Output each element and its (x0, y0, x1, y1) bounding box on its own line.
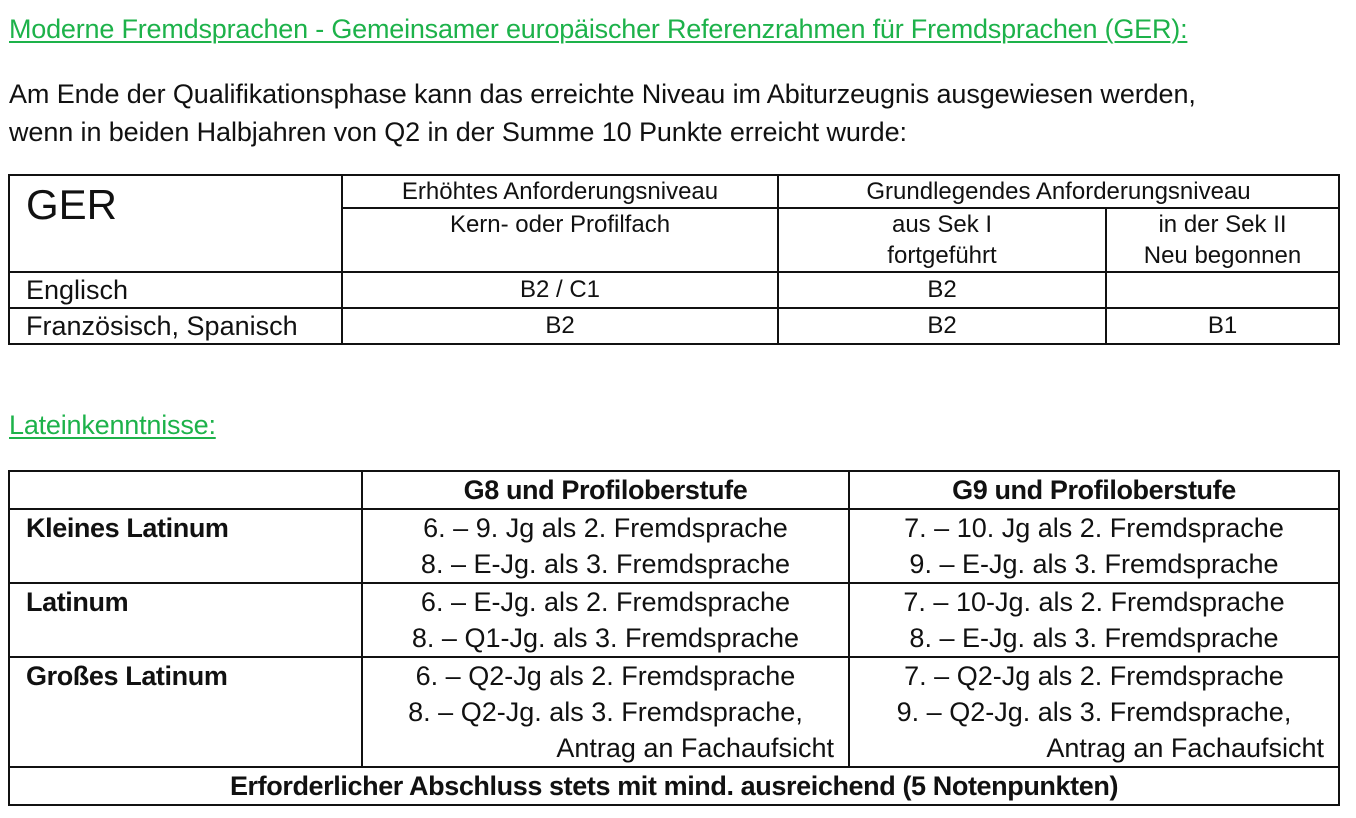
cell-grosses-latinum-g9 (849, 657, 1339, 767)
row-label-kleines-latinum: Kleines Latinum (9, 509, 362, 583)
table-row (9, 272, 1339, 308)
cell-kleines-latinum-g9 (849, 509, 1339, 583)
cell-line: Antrag an Fachaufsicht (556, 733, 834, 763)
cell-englisch-sek-ii (1106, 272, 1339, 308)
latin-footer-note: Erforderlicher Abschluss stets mit mind. ausreichend (5 Notenpunkten) (9, 767, 1339, 805)
sub-header-sek-ii-line-2: Neu begonnen (1143, 242, 1302, 269)
cell-englisch-erhoeht: B2 / C1 (342, 272, 778, 308)
cell-kleines-latinum-g8 (362, 509, 849, 583)
cell-franzoesisch-sek-i: B2 (778, 308, 1106, 344)
latin-table (8, 470, 1340, 806)
cell-line: 7. – 10. Jg als 2. Fremdsprache (904, 513, 1284, 543)
cell-line: 8. – Q1-Jg. als 3. Fremdsprache (411, 623, 800, 653)
ger-corner-cell: GER (9, 175, 342, 272)
sub-header-sek-i (778, 208, 1106, 272)
cell-line: 6. – Q2-Jg als 2. Fremdsprache (415, 661, 796, 691)
row-label-englisch: Englisch (9, 272, 342, 308)
cell-line: 8. – E-Jg. als 3. Fremdsprache (420, 549, 791, 579)
cell-franzoesisch-sek-ii: B1 (1106, 308, 1339, 344)
sub-header-sek-i-line-1: aus Sek I (891, 211, 993, 238)
row-label-grosses-latinum: Großes Latinum (9, 657, 362, 767)
col-header-g8: G8 und Profiloberstufe (362, 471, 849, 509)
sub-header-sek-ii (1106, 208, 1339, 272)
table-row (9, 583, 1339, 657)
cell-franzoesisch-erhoeht: B2 (342, 308, 778, 344)
row-label-latinum: Latinum (9, 583, 362, 657)
cell-latinum-g8 (362, 583, 849, 657)
intro-paragraph (9, 75, 1329, 151)
col-header-erhoeht: Erhöhtes Anforderungsniveau (342, 175, 778, 208)
ger-table (8, 174, 1340, 345)
col-header-grundlegend: Grundlegendes Anforderungsniveau (778, 175, 1339, 208)
latin-corner-cell (9, 471, 362, 509)
table-row (9, 509, 1339, 583)
cell-latinum-g9 (849, 583, 1339, 657)
sub-header-sek-ii-line-1: in der Sek II (1158, 211, 1287, 238)
sub-header-sek-i-line-2: fortgeführt (887, 242, 997, 269)
cell-line: 8. – Q2-Jg. als 3. Fremdsprache, (408, 697, 803, 727)
cell-line: 6. – E-Jg. als 2. Fremdsprache (420, 587, 791, 617)
cell-line: 9. – E-Jg. als 3. Fremdsprache (909, 549, 1279, 579)
table-row (9, 657, 1339, 767)
section-heading-ger: Moderne Fremdsprachen - Gemeinsamer europäischer Referenzrahmen für Fremdsprachen (GER): (9, 14, 1188, 44)
intro-line-2: wenn in beiden Halbjahren von Q2 in der Summe 10 Punkte erreicht wurde: (9, 117, 907, 147)
col-header-g9: G9 und Profiloberstufe (849, 471, 1339, 509)
intro-line-1: Am Ende der Qualifikationsphase kann das erreichte Niveau im Abiturzeugnis ausgewiesen werden, (9, 79, 1196, 109)
cell-line: 9. – Q2-Jg. als 3. Fremdsprache, (896, 697, 1292, 727)
cell-line: 8. – E-Jg. als 3. Fremdsprache (909, 623, 1279, 653)
table-row (9, 308, 1339, 344)
section-heading-latein: Lateinkenntnisse: (9, 410, 216, 440)
cell-line: 7. – 10-Jg. als 2. Fremdsprache (903, 587, 1285, 617)
sub-header-kernfach: Kern- oder Profilfach (342, 208, 778, 272)
cell-englisch-sek-i: B2 (778, 272, 1106, 308)
cell-line: 6. – 9. Jg als 2. Fremdsprache (423, 513, 788, 543)
row-label-franzoesisch-spanisch: Französisch, Spanisch (9, 308, 342, 344)
cell-line: 7. – Q2-Jg als 2. Fremdsprache (904, 661, 1284, 691)
cell-line: Antrag an Fachaufsicht (1046, 733, 1324, 763)
cell-grosses-latinum-g8 (362, 657, 849, 767)
